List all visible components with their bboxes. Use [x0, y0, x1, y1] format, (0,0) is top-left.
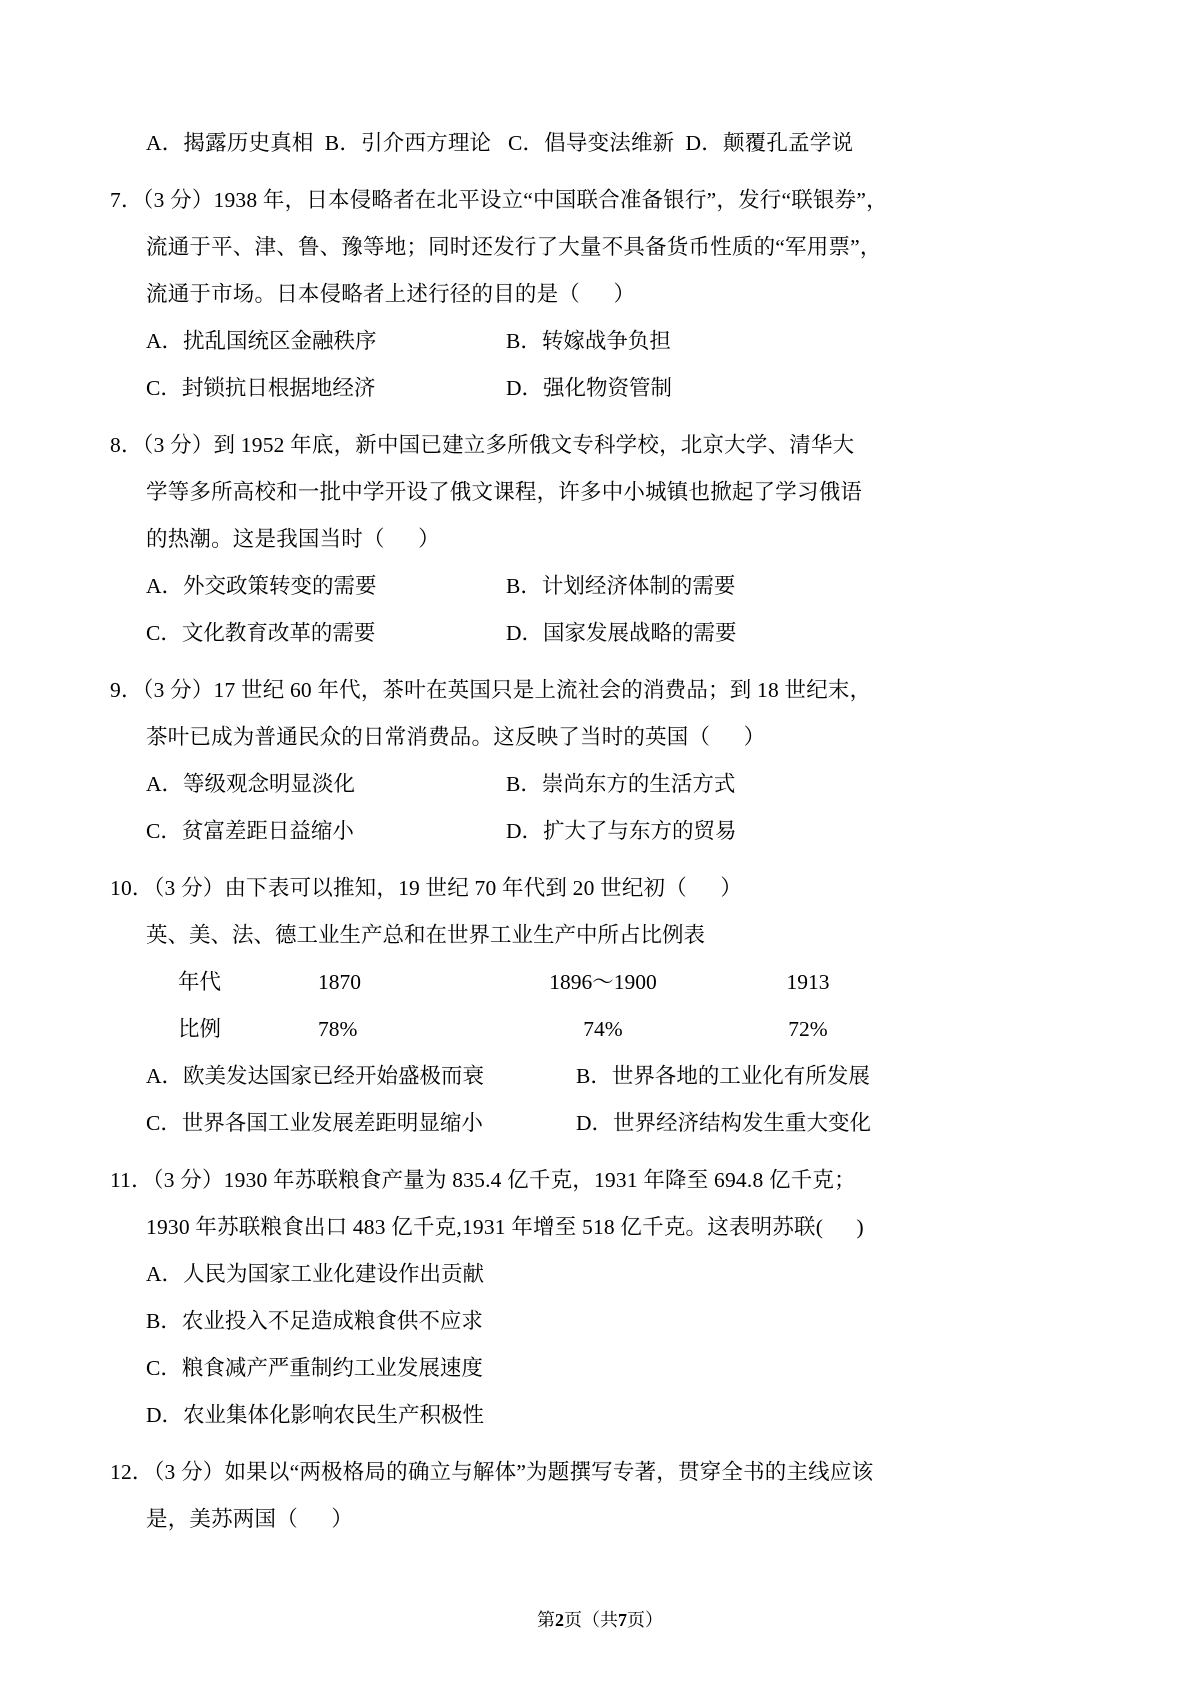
- footer-total-pages: 7: [618, 1610, 627, 1630]
- previous-question-options: [110, 120, 1090, 167]
- question-stem-line: 茶叶已成为普通民众的日常消费品。这反映了当时的英国（ ）: [146, 725, 766, 749]
- option-a[interactable]: A．人民为国家工业化建设作出贡献: [146, 1262, 485, 1286]
- footer-suffix: 页）: [627, 1610, 663, 1630]
- option-d[interactable]: D．国家发展战略的需要: [506, 621, 737, 645]
- footer-mid: 页（共: [564, 1610, 618, 1630]
- option-row: [110, 808, 1090, 855]
- option-b[interactable]: B．崇尚东方的生活方式: [506, 772, 736, 796]
- cell-year-1870: 1870: [318, 970, 361, 994]
- option-row: [110, 318, 1090, 365]
- question-stem-line: 8．（3 分）到 1952 年底，新中国已建立多所俄文专科学校，北京大学、清华大: [110, 433, 855, 457]
- option-row: [110, 563, 1090, 610]
- option-a[interactable]: A．等级观念明显淡化: [146, 772, 356, 796]
- question-stem-line: 1930 年苏联粮食出口 483 亿千克,1931 年增至 518 亿千克。这表明苏联( ): [146, 1215, 864, 1239]
- option-a[interactable]: A．扰乱国统区金融秩序: [146, 329, 377, 353]
- table-caption: 英、美、法、德工业生产总和在世界工业生产中所占比例表: [146, 923, 706, 947]
- question-8: [110, 422, 1090, 657]
- footer-page-number: 2: [555, 1610, 564, 1630]
- question-12: [110, 1449, 1090, 1543]
- option-row: [110, 1100, 1090, 1147]
- option-b[interactable]: B．世界各地的工业化有所发展: [576, 1064, 870, 1088]
- option-line: A．揭露历史真相 B．引介西方理论 C．倡导变法维新 D．颠覆孔孟学说: [146, 131, 854, 155]
- option-c[interactable]: C．封锁抗日根据地经济: [146, 376, 376, 400]
- page-footer: [0, 1606, 1200, 1632]
- option-d[interactable]: D．农业集体化影响农民生产积极性: [146, 1403, 485, 1427]
- question-stem-line: 12．（3 分）如果以“两极格局的确立与解体”为题撰写专著，贯穿全书的主线应该: [110, 1460, 874, 1484]
- option-c[interactable]: C．贫富差距日益缩小: [146, 819, 354, 843]
- table-row: [178, 959, 898, 1006]
- question-stem-line: 10．（3 分）由下表可以推知，19 世纪 70 年代到 20 世纪初（ ）: [110, 876, 743, 900]
- option-b[interactable]: B．农业投入不足造成粮食供不应求: [146, 1309, 483, 1333]
- cell-year-1913: 1913: [786, 970, 830, 994]
- cell-ratio-1896-1900: 74%: [583, 1017, 623, 1041]
- question-11: [110, 1157, 1090, 1439]
- option-d[interactable]: D．世界经济结构发生重大变化: [576, 1111, 872, 1135]
- cell-ratio-1913: 72%: [788, 1017, 828, 1041]
- question-10: [110, 865, 1090, 1147]
- option-row: [110, 761, 1090, 808]
- footer-prefix: 第: [537, 1610, 555, 1630]
- question-stem-line: 流通于市场。日本侵略者上述行径的目的是（ ）: [146, 282, 636, 306]
- option-b[interactable]: B．计划经济体制的需要: [506, 574, 736, 598]
- question-stem-line: 是，美苏两国（ ）: [146, 1507, 354, 1531]
- option-d[interactable]: D．扩大了与东方的贸易: [506, 819, 737, 843]
- question-stem-line: 流通于平、津、鲁、豫等地；同时还发行了大量不具备货币性质的“军用票”，: [146, 235, 882, 259]
- cell-year-1896-1900: 1896～1900: [549, 970, 657, 994]
- question-stem-line: 的热潮。这是我国当时（ ）: [146, 527, 440, 551]
- row-header: 比例: [178, 1017, 222, 1041]
- option-row: [110, 610, 1090, 657]
- option-b[interactable]: B．转嫁战争负担: [506, 329, 671, 353]
- option-d[interactable]: D．强化物资管制: [506, 376, 673, 400]
- statistics-table: [178, 959, 898, 1053]
- option-a[interactable]: A．外交政策转变的需要: [146, 574, 377, 598]
- option-c[interactable]: C．文化教育改革的需要: [146, 621, 376, 645]
- question-9: [110, 667, 1090, 855]
- option-row: [110, 365, 1090, 412]
- option-c[interactable]: C．粮食减产严重制约工业发展速度: [146, 1356, 483, 1380]
- option-a[interactable]: A．欧美发达国家已经开始盛极而衰: [146, 1064, 485, 1088]
- option-c[interactable]: C．世界各国工业发展差距明显缩小: [146, 1111, 483, 1135]
- question-7: [110, 177, 1090, 412]
- row-header: 年代: [178, 970, 222, 994]
- table-row: [178, 1006, 898, 1053]
- option-row: [110, 1053, 1090, 1100]
- question-stem-line: 9．（3 分）17 世纪 60 年代，茶叶在英国只是上流社会的消费品；到 18 世纪末，: [110, 678, 872, 702]
- cell-ratio-1870: 78%: [318, 1017, 358, 1041]
- question-stem-line: 11．（3 分）1930 年苏联粮食产量为 835.4 亿千克，1931 年降至 694.8 亿千克；: [110, 1168, 856, 1192]
- question-stem-line: 7．（3 分）1938 年，日本侵略者在北平设立“中国联合准备银行”，发行“联银券”，: [110, 188, 888, 212]
- question-stem-line: 学等多所高校和一批中学开设了俄文课程，许多中小城镇也掀起了学习俄语: [146, 480, 863, 504]
